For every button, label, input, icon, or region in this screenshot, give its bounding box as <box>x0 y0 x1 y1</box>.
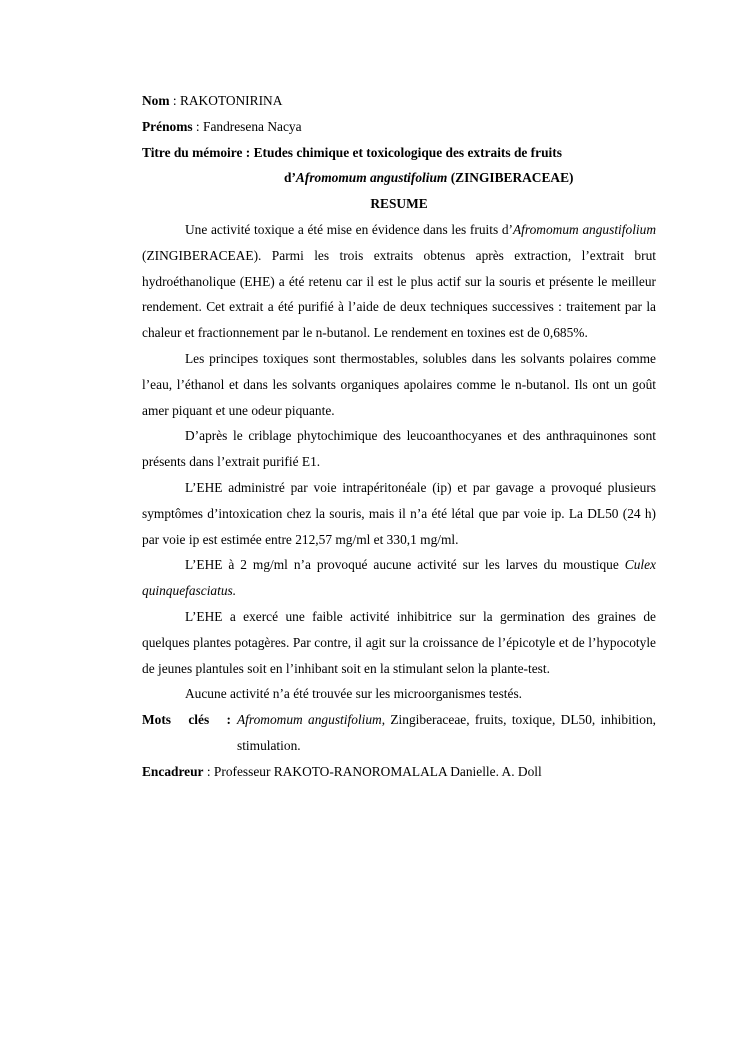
nom-label: Nom <box>142 93 170 108</box>
p1-text-a: Une activité toxique a été mise en évidence dans les fruits d’ <box>185 221 513 237</box>
prenoms-label: Prénoms <box>142 118 193 134</box>
keywords-line <box>142 707 656 759</box>
keywords-label: Mots clés : <box>142 712 231 728</box>
nom-separator: : <box>169 93 180 108</box>
prenoms-separator: : <box>192 118 203 134</box>
author-firstnames-line <box>142 114 656 140</box>
thesis-title-continuation <box>142 165 656 191</box>
keywords-species: Afromomum angustifolium <box>237 712 382 728</box>
titre-label: Titre du mémoire : <box>142 144 251 160</box>
encadreur-label: Encadreur <box>142 763 204 779</box>
p5-species: Culex quinquefasciatus. <box>142 557 656 599</box>
p5-text: L’EHE à 2 mg/ml n’a provoqué aucune activité sur les larves du moustique <box>185 557 625 573</box>
nom-value: RAKOTONIRINA <box>179 93 283 108</box>
abstract-page <box>142 88 656 785</box>
resume-heading: RESUME <box>370 196 428 212</box>
p1-species: Afromomum angustifolium <box>512 221 657 237</box>
keywords-list <box>231 707 656 759</box>
paragraph-1 <box>142 217 656 346</box>
paragraph-6: L’EHE a exercé une faible activité inhibitrice sur la germination des graines de quelques plantes potagères. Par contre, il agit sur la croissance de l’épicotyle et de l’hypocotyle de jeunes plantules soit en l’inhibant soit en la stimulant selon la plante-test. <box>142 608 656 676</box>
p1-text-b: (ZINGIBERACEAE). Parmi les trois extraits obtenus après extraction, l’extrait brut hydroéthanolique (EHE) a été retenu car il est le plus actif sur la souris et présente le meilleur rendement. Cet extrait a été purifié à l’aide de deux techniques successives : traitement par la chaleur et fractionnement par le n-butanol. Le rendement en toxines est de 0,685%. <box>142 247 656 341</box>
encadreur-value: Professeur RAKOTO-RANOROMALALA Danielle. A. Doll <box>213 763 542 779</box>
titre-prefix: d’ <box>284 170 296 186</box>
paragraph-4: L’EHE administré par voie intrapéritonéale (ip) et par gavage a provoqué plusieurs symptômes d’intoxication chez la souris, mais il n’a été létal que par voie ip. La DL50 (24 h) par voie ip est estimée entre 212,57 mg/ml et 330,1 mg/ml. <box>142 479 656 547</box>
paragraph-3: D’après le criblage phytochimique des leucoanthocyanes et des anthraquinones sont présents dans l’extrait purifié E1. <box>142 428 656 470</box>
author-name-line <box>142 88 656 114</box>
paragraph-2: Les principes toxiques sont thermostables, solubles dans les solvants polaires comme l’eau, l’éthanol et dans les solvants organiques apolaires comme le n-butanol. Ils ont un goût amer piquant et une odeur piquante. <box>142 350 656 418</box>
thesis-title-line <box>142 140 656 166</box>
titre-suffix: (ZINGIBERACEAE) <box>447 170 574 186</box>
titre-species: Afromomum angustifolium <box>295 170 448 186</box>
paragraph-5 <box>142 552 656 604</box>
keywords-rest: , Zingiberaceae, fruits, toxique, DL50, inhibition, stimulation. <box>237 712 656 753</box>
supervisor-line <box>142 759 656 785</box>
prenoms-value: Fandresena Nacya <box>203 118 302 134</box>
encadreur-separator: : <box>203 763 214 779</box>
titre-line1: Etudes chimique et toxicologique des extraits de fruits <box>250 144 562 160</box>
paragraph-7: Aucune activité n’a été trouvée sur les microorganismes testés. <box>185 686 523 702</box>
